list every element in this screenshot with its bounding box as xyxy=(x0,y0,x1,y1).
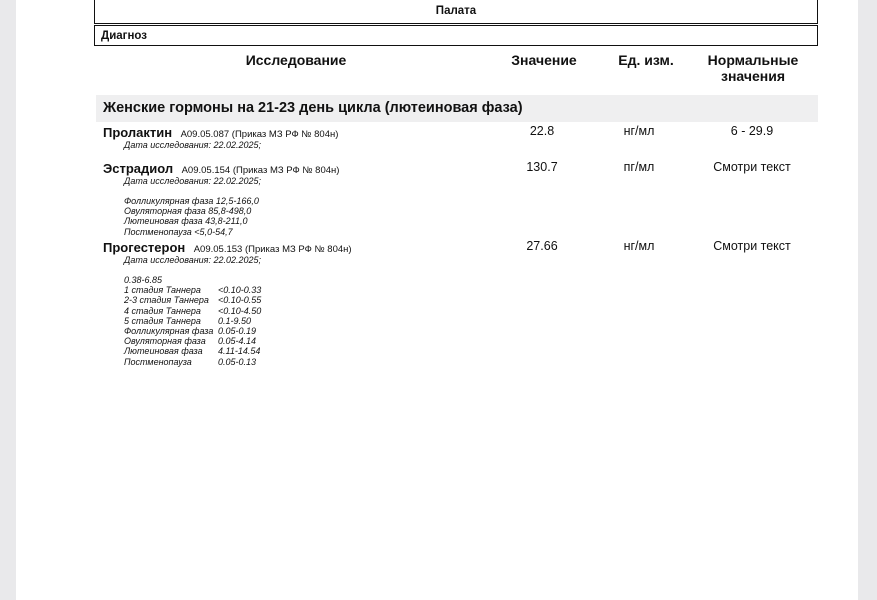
section-header xyxy=(96,95,818,122)
reference-label: Овуляторная фаза xyxy=(124,336,206,347)
test-value: 22.8 xyxy=(529,124,555,138)
test-unit: пг/мл xyxy=(623,160,655,174)
reference-line xyxy=(124,346,261,356)
column-header-study: Исследование xyxy=(245,52,347,68)
test-value: 27.66 xyxy=(526,239,558,253)
reference-range: 0.1-9.50 xyxy=(218,315,252,326)
reference-line xyxy=(124,336,261,346)
test-code: A09.05.154 (Приказ МЗ РФ № 804н) xyxy=(181,165,340,176)
reference-line xyxy=(124,285,261,295)
test-norm: 6 - 29.9 xyxy=(730,124,774,138)
diagnosis-label: Диагноз xyxy=(101,30,147,42)
test-norm: Смотри текст xyxy=(713,239,791,253)
test-norm: Смотри текст xyxy=(713,160,791,174)
reference-line xyxy=(124,306,261,316)
column-header-unit: Ед. изм. xyxy=(618,52,674,68)
test-unit: нг/мл xyxy=(623,239,655,253)
test-name: Прогестерон xyxy=(103,240,186,255)
reference-line xyxy=(124,326,261,336)
test-name: Пролактин xyxy=(103,125,173,140)
section-title: Женские гормоны на 21-23 день цикла (лютеиновая фаза) xyxy=(103,100,523,116)
reference-line xyxy=(124,316,261,326)
reference-range: <0.10-0.55 xyxy=(218,295,262,306)
column-header-value: Значение xyxy=(511,52,577,68)
column-header-norm-line2: значения xyxy=(721,68,785,84)
test-code: A09.05.087 (Приказ МЗ РФ № 804н) xyxy=(180,129,339,140)
reference-label: 5 стадия Таннера xyxy=(124,315,201,326)
column-header-norm-line1: Нормальные xyxy=(707,52,799,68)
reference-label: 2-3 стадия Таннера xyxy=(124,295,209,306)
test-date: Дата исследования: 22.02.2025; xyxy=(124,255,262,265)
document-page xyxy=(16,0,858,600)
reference-range: 0.05-4.14 xyxy=(218,336,257,347)
reference-label: 4 стадия Таннера xyxy=(124,305,201,316)
reference-label: Фолликулярная фаза xyxy=(124,326,214,337)
test-value: 130.7 xyxy=(526,160,558,174)
reference-range: 4.11-14.54 xyxy=(218,346,261,357)
reference-range: <0.10-4.50 xyxy=(218,305,262,316)
column-header-norm xyxy=(696,52,810,84)
reference-line xyxy=(124,357,261,367)
reference-range: 0.05-0.19 xyxy=(218,326,257,337)
reference-label: Постменопауза xyxy=(124,356,192,367)
reference-ranges xyxy=(124,196,259,237)
test-unit: нг/мл xyxy=(623,124,655,138)
reference-line: Лютеиновая фаза 43,8-211,0 xyxy=(124,216,248,227)
reference-line: Овуляторная фаза 85,8-498,0 xyxy=(124,206,252,217)
test-date: Дата исследования: 22.02.2025; xyxy=(124,176,262,186)
reference-ranges xyxy=(124,275,261,367)
reference-range: 0.05-0.13 xyxy=(218,356,257,367)
diagnosis-box xyxy=(94,25,818,46)
ward-label: Палата xyxy=(435,5,477,17)
test-name: Эстрадиол xyxy=(103,161,174,176)
reference-line: Фолликулярная фаза 12,5-166,0 xyxy=(124,196,259,206)
test-code: A09.05.153 (Приказ МЗ РФ № 804н) xyxy=(193,244,352,255)
test-date: Дата исследования: 22.02.2025; xyxy=(124,140,262,150)
reference-label: Лютеиновая фаза xyxy=(124,346,203,357)
reference-range: <0.10-0.33 xyxy=(218,285,262,296)
reference-line: 0.38-6.85 xyxy=(124,275,163,285)
reference-line: Постменопауза <5,0-54,7 xyxy=(124,226,233,237)
ward-box xyxy=(94,0,818,24)
reference-line xyxy=(124,295,261,305)
reference-label: 1 стадия Таннера xyxy=(124,285,201,296)
